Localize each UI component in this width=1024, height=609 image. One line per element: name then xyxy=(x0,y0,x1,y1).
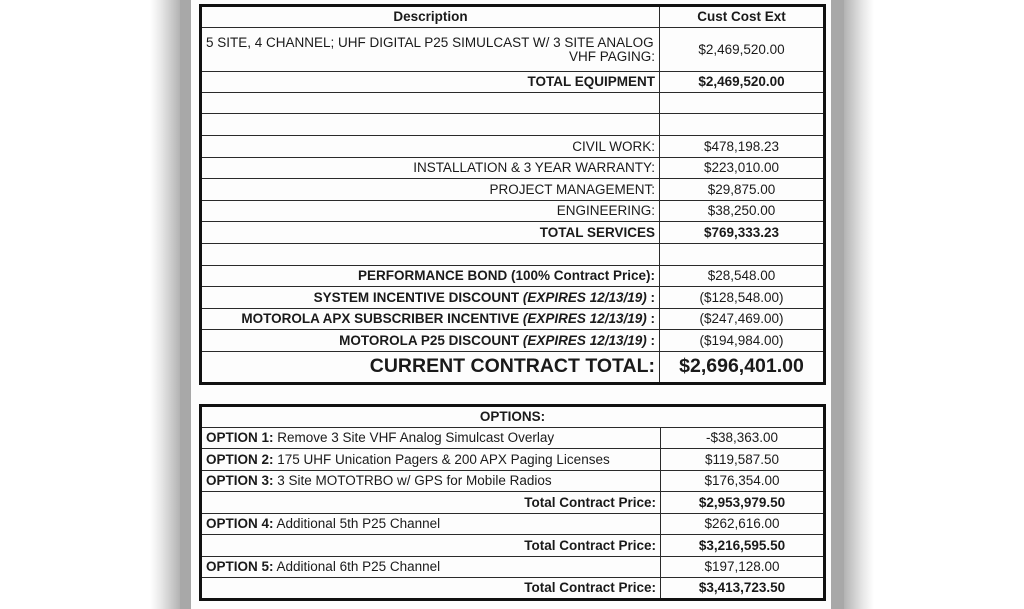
adjustment-label xyxy=(201,309,660,330)
total-services-label: TOTAL SERVICES xyxy=(201,222,660,244)
adjustment-row xyxy=(201,266,825,287)
option-key: OPTION 4: xyxy=(206,516,274,532)
adjustment-amount: ($247,469.00) xyxy=(660,309,825,330)
total-services-row xyxy=(201,222,825,244)
option-row xyxy=(201,557,825,578)
service-label: ENGINEERING: xyxy=(201,201,660,222)
total-equipment-label: TOTAL EQUIPMENT xyxy=(201,72,660,93)
equipment-description-line1: 5 SITE, 4 CHANNEL; UHF DIGITAL P25 SIMULCAST W/ 3 SITE ANALOG xyxy=(206,35,654,50)
service-amount: $38,250.00 xyxy=(660,201,825,222)
adjustment-amount: ($128,548.00) xyxy=(660,287,825,309)
option-key: OPTION 5: xyxy=(206,559,274,575)
options-header-row xyxy=(201,406,825,428)
option-total-amount: $3,413,723.50 xyxy=(661,578,825,600)
contract-total-amount: $2,696,401.00 xyxy=(660,352,825,384)
adjustment-expiry: (EXPIRES 12/13/19) xyxy=(522,289,647,305)
option-key: OPTION 2: xyxy=(206,451,274,467)
adjustment-name: MOTOROLA APX SUBSCRIBER INCENTIVE xyxy=(241,311,523,327)
option-row xyxy=(201,449,825,471)
adjustment-name: SYSTEM INCENTIVE DISCOUNT xyxy=(313,289,523,305)
option-amount: $197,128.00 xyxy=(661,557,825,578)
description-header: Description xyxy=(201,6,660,28)
adjustment-label xyxy=(201,266,660,287)
equipment-description xyxy=(201,28,660,72)
option-label xyxy=(201,557,661,578)
option-amount: $119,587.50 xyxy=(661,449,825,471)
option-total-row xyxy=(201,578,825,600)
service-row xyxy=(201,201,825,222)
service-row xyxy=(201,158,825,179)
option-row xyxy=(201,428,825,449)
total-services-amount: $769,333.23 xyxy=(660,222,825,244)
service-row xyxy=(201,136,825,158)
option-amount: -$38,363.00 xyxy=(661,428,825,449)
option-label xyxy=(201,514,661,535)
option-row xyxy=(201,471,825,492)
option-row xyxy=(201,514,825,535)
service-amount: $478,198.23 xyxy=(660,136,825,158)
option-key: OPTION 3: xyxy=(206,473,274,489)
adjustment-expiry: (EXPIRES 12/13/19) xyxy=(522,311,647,327)
adjustment-label xyxy=(201,330,660,352)
option-key: OPTION 1: xyxy=(206,430,274,446)
adjustment-suffix: : xyxy=(646,311,655,327)
page-shadow-right xyxy=(844,0,874,609)
option-label xyxy=(201,449,661,471)
adjustment-suffix: : xyxy=(646,332,655,348)
option-total-amount: $3,216,595.50 xyxy=(661,535,825,557)
option-text: Remove 3 Site VHF Analog Simulcast Overlay xyxy=(273,430,555,446)
service-amount: $29,875.00 xyxy=(660,179,825,201)
blank-row xyxy=(201,244,825,266)
scanned-sheet xyxy=(180,0,844,609)
document-page xyxy=(191,0,831,609)
blank-row xyxy=(201,114,825,136)
adjustment-name: MOTOROLA P25 DISCOUNT xyxy=(339,332,523,348)
option-total-amount: $2,953,979.50 xyxy=(661,492,825,514)
option-total-row xyxy=(201,535,825,557)
table-header-row xyxy=(201,6,825,28)
option-text: Additional 5th P25 Channel xyxy=(273,516,441,532)
blank-row xyxy=(201,93,825,114)
adjustment-label xyxy=(201,287,660,309)
option-amount: $262,616.00 xyxy=(661,514,825,535)
contract-total-row xyxy=(201,352,825,384)
option-total-label: Total Contract Price: xyxy=(201,492,661,514)
option-text: 175 UHF Unication Pagers & 200 APX Paging Licenses xyxy=(273,451,610,467)
service-label: PROJECT MANAGEMENT: xyxy=(201,179,660,201)
service-row xyxy=(201,179,825,201)
adjustment-suffix: : xyxy=(646,289,655,305)
service-label: INSTALLATION & 3 YEAR WARRANTY: xyxy=(201,158,660,179)
total-equipment-amount: $2,469,520.00 xyxy=(660,72,825,93)
option-text: 3 Site MOTOTRBO w/ GPS for Mobile Radios xyxy=(273,473,552,489)
option-text: Additional 6th P25 Channel xyxy=(273,559,441,575)
adjustment-row xyxy=(201,309,825,330)
options-title: OPTIONS: xyxy=(201,406,825,428)
service-amount: $223,010.00 xyxy=(660,158,825,179)
service-label: CIVIL WORK: xyxy=(201,136,660,158)
adjustment-row xyxy=(201,287,825,309)
adjustment-amount: $28,548.00 xyxy=(660,266,825,287)
adjustment-row xyxy=(201,330,825,352)
adjustment-amount: ($194,984.00) xyxy=(660,330,825,352)
option-total-row xyxy=(201,492,825,514)
equipment-row xyxy=(201,28,825,72)
equipment-description-line2: VHF PAGING: xyxy=(568,48,655,64)
contract-total-label: CURRENT CONTRACT TOTAL: xyxy=(201,352,660,384)
pricing-table xyxy=(199,4,826,385)
option-label xyxy=(201,471,661,492)
option-amount: $176,354.00 xyxy=(661,471,825,492)
adjustment-expiry: (EXPIRES 12/13/19) xyxy=(522,332,647,348)
option-total-label: Total Contract Price: xyxy=(201,578,661,600)
option-total-label: Total Contract Price: xyxy=(201,535,661,557)
cost-header: Cust Cost Ext xyxy=(660,6,825,28)
page-shadow-left xyxy=(150,0,180,609)
total-equipment-row xyxy=(201,72,825,93)
adjustment-name: PERFORMANCE BOND (100% Contract Price): xyxy=(357,268,655,284)
options-table xyxy=(199,404,826,601)
option-label xyxy=(201,428,661,449)
equipment-amount: $2,469,520.00 xyxy=(660,28,825,72)
